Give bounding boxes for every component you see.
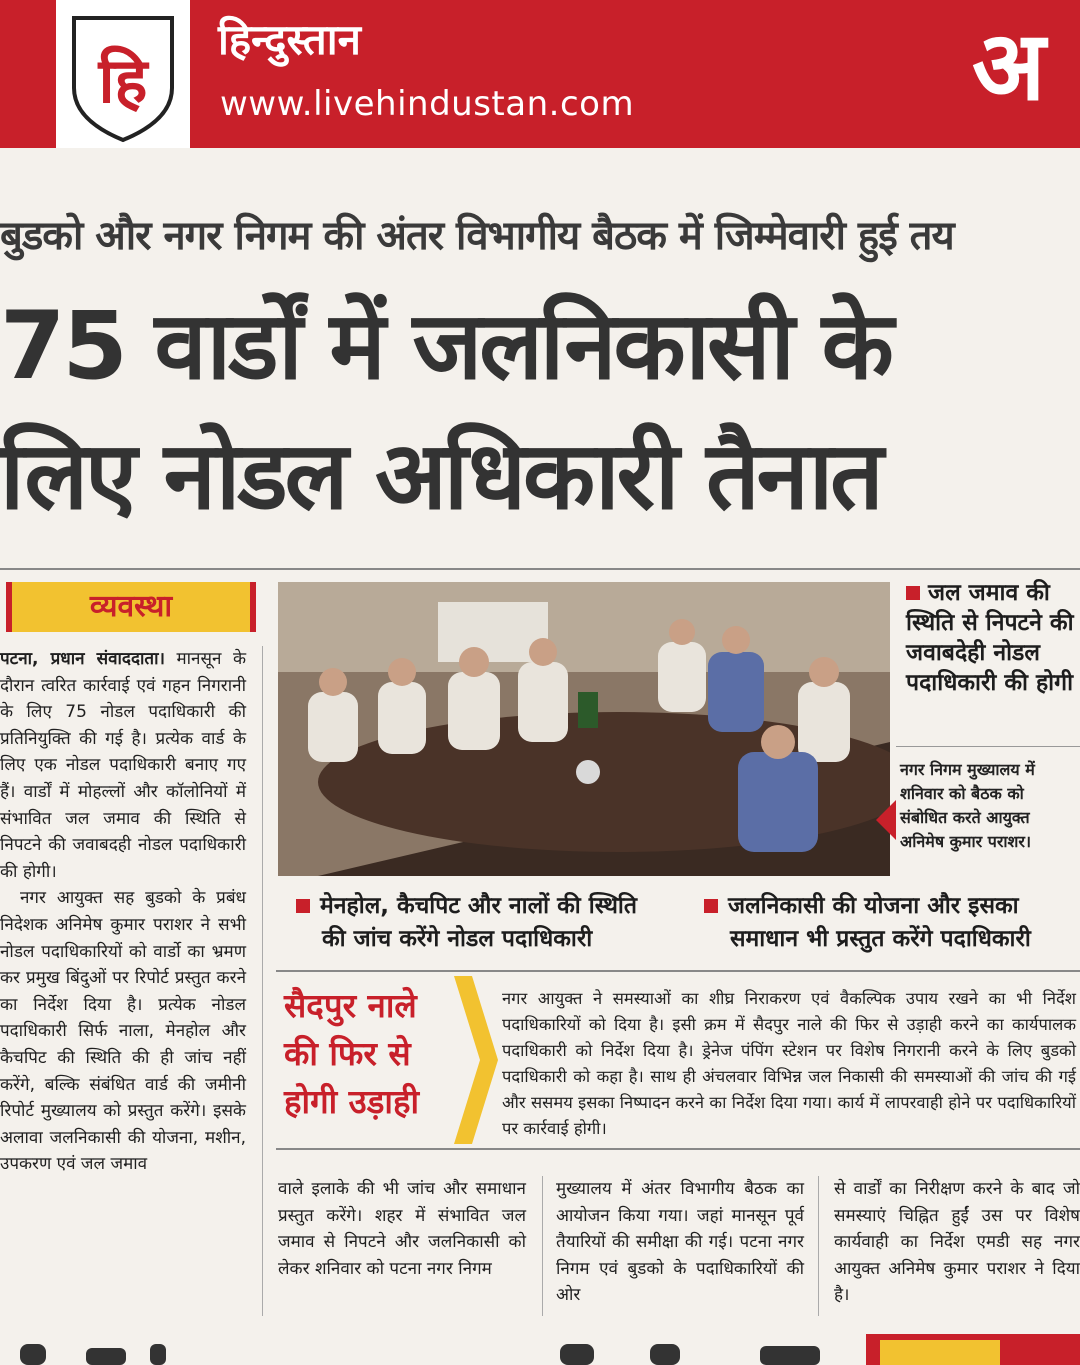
masthead-right-glyph: अ (972, 10, 1046, 122)
highlight-2-line-1 (704, 890, 1080, 923)
highlight-2 (704, 890, 1080, 956)
next-article-strip (0, 1330, 1080, 1365)
highlight-1-line-1-text: मेनहोल, कैचपिट और नालों की स्थिति (320, 893, 637, 919)
column-divider (542, 1176, 543, 1316)
saidpur-box-title: सैदपुर नाले की फिर से होगी उड़ाही (284, 986, 420, 1121)
lead-paragraph-2: नगर आयुक्त सह बुडको के प्रबंध निदेशक अनिमेष कुमार पराशर ने सभी नोडल पदाधिकारियों को वार्डो का भ्रमण कर प्रमुख बिंदुओं पर रिपोर्ट प्रस्तुत करने का निर्देश दिया है। प्रत्येक नोडल पदाधिकारी सिर्फ नाला, मेनहोल और कैचपिट की स्थिति की ही जांच नहीं करेंगे, बल्कि संबंधित वार्ड की जमीनी रिपोर्ट मुख्यालय को प्रस्तुत करेंगे। इसके अलावा जलनिकासी की योजना, मशीन, उपकरण एवं जल जमाव (0, 888, 246, 1175)
lead-column (0, 646, 246, 1178)
meeting-photo-illustration (278, 582, 890, 876)
masthead (0, 0, 1080, 148)
side-highlight-text: जल जमाव की स्थिति से निपटने की जवाबदेही नोडल पदाधिकारी की होगी (906, 580, 1074, 696)
chevron-right-icon (450, 972, 500, 1148)
next-article-fragment-icon (0, 1330, 1080, 1365)
kicker-headline: बुडको और नगर निगम की अंतर विभागीय बैठक में जिम्मेवारी हुई तय (0, 213, 954, 259)
column-4: से वार्डों का निरीक्षण करने के बाद जो समस्याएं चिह्नित हुईं उस पर विशेष कार्यवाही का निर्देश एमडी सह नगर आयुक्त अनिमेष कुमार पराशर ने दिया है। (834, 1179, 1080, 1306)
lead-paragraph-1 (0, 646, 246, 885)
highlight-1 (296, 890, 676, 956)
hindustan-logo (56, 0, 190, 148)
section-tag: व्यवस्था (6, 582, 256, 632)
brand-name: हिन्दुस्तान (218, 15, 361, 64)
column-3: मुख्यालय में अंतर विभागीय बैठक का आयोजन किया गया। जहां मानसून पूर्व तैयारियों की समीक्षा की गई। पटना नगर निगम एवं बुडको के पदाधिकारियों की ओर (556, 1179, 804, 1306)
highlight-1-line-1 (296, 890, 676, 923)
column-divider (262, 646, 263, 1316)
saidpur-box (276, 970, 1080, 1150)
bullet-square-icon (704, 899, 718, 913)
column-divider (818, 1176, 819, 1316)
saidpur-box-text: नगर आयुक्त ने समस्याओं का शीघ्र निराकरण एवं वैकल्पिक उपाय रखने का भी निर्देश पदाधिकारियों को दिया है। इसी क्रम में सैदपुर नाले की फिर से उड़ाही करने का कार्यपालक पदाधिकारी को निर्देश दिया है। ड्रेनेज पंपिंग स्टेशन पर विशेष निगरानी करने के लिए बुडको पदाधिकारी को कहा है। साथ ही अंचलवार विभिन्न जल निकासी की समस्याओं की जांच की गई और ससमय इसका निष्पादन करने का निर्देश दिया गया। कार्य में लापरवाही होने पर पदाधिकारियों पर कार्रवाई होगी। (502, 989, 1076, 1138)
shield-logo-icon (66, 4, 180, 144)
dateline: पटना, प्रधान संवाददाता। (0, 649, 165, 669)
bullet-square-icon (906, 586, 920, 600)
headline-line-1: 75 वार्डों में जलनिकासी के (0, 292, 891, 401)
side-divider (896, 746, 1080, 747)
photo-caption: नगर निगम मुख्यालय में शनिवार को बैठक को संबोधित करते आयुक्त अनिमेष कुमार पराशर। (900, 760, 1035, 851)
side-highlight (906, 578, 1080, 698)
bullet-square-icon (296, 899, 310, 913)
svg-text:हि: हि (98, 44, 148, 117)
headline-divider (0, 568, 1080, 570)
lead-paragraph-1-text: मानसून के दौरान त्वरित कार्रवाई एवं गहन निगरानी के लिए 75 नोडल पदाधिकारी की प्रतिनियुक्ति की गई है। प्रत्येक वार्ड के लिए एक नोडल पदाधिकारी बनाए गए हैं। वार्डों में मोहल्लों और कॉलोनियों में संभावित जल जमाव की स्थिति से निपटने की जवाबदही नोडल पदाधिकारी की होगी। (0, 649, 246, 882)
highlight-2-line-1-text: जलनिकासी की योजना और इसका (728, 893, 1019, 919)
meeting-photo (278, 582, 890, 876)
headline-line-2: लिए नोडल अधिकारी तैनात (0, 422, 881, 531)
brand-url[interactable]: www.livehindustan.com (220, 84, 635, 124)
caption-pointer-icon (876, 800, 896, 840)
highlight-2-line-2: समाधान भी प्रस्तुत करेंगे पदाधिकारी (730, 926, 1031, 952)
highlight-1-line-2: की जांच करेंगे नोडल पदाधिकारी (322, 926, 593, 952)
column-2: वाले इलाके की भी जांच और समाधान प्रस्तुत करेंगे। शहर में संभावित जल जमाव से निपटने और जलनिकासी को लेकर शनिवार को पटना नगर निगम (278, 1179, 526, 1279)
